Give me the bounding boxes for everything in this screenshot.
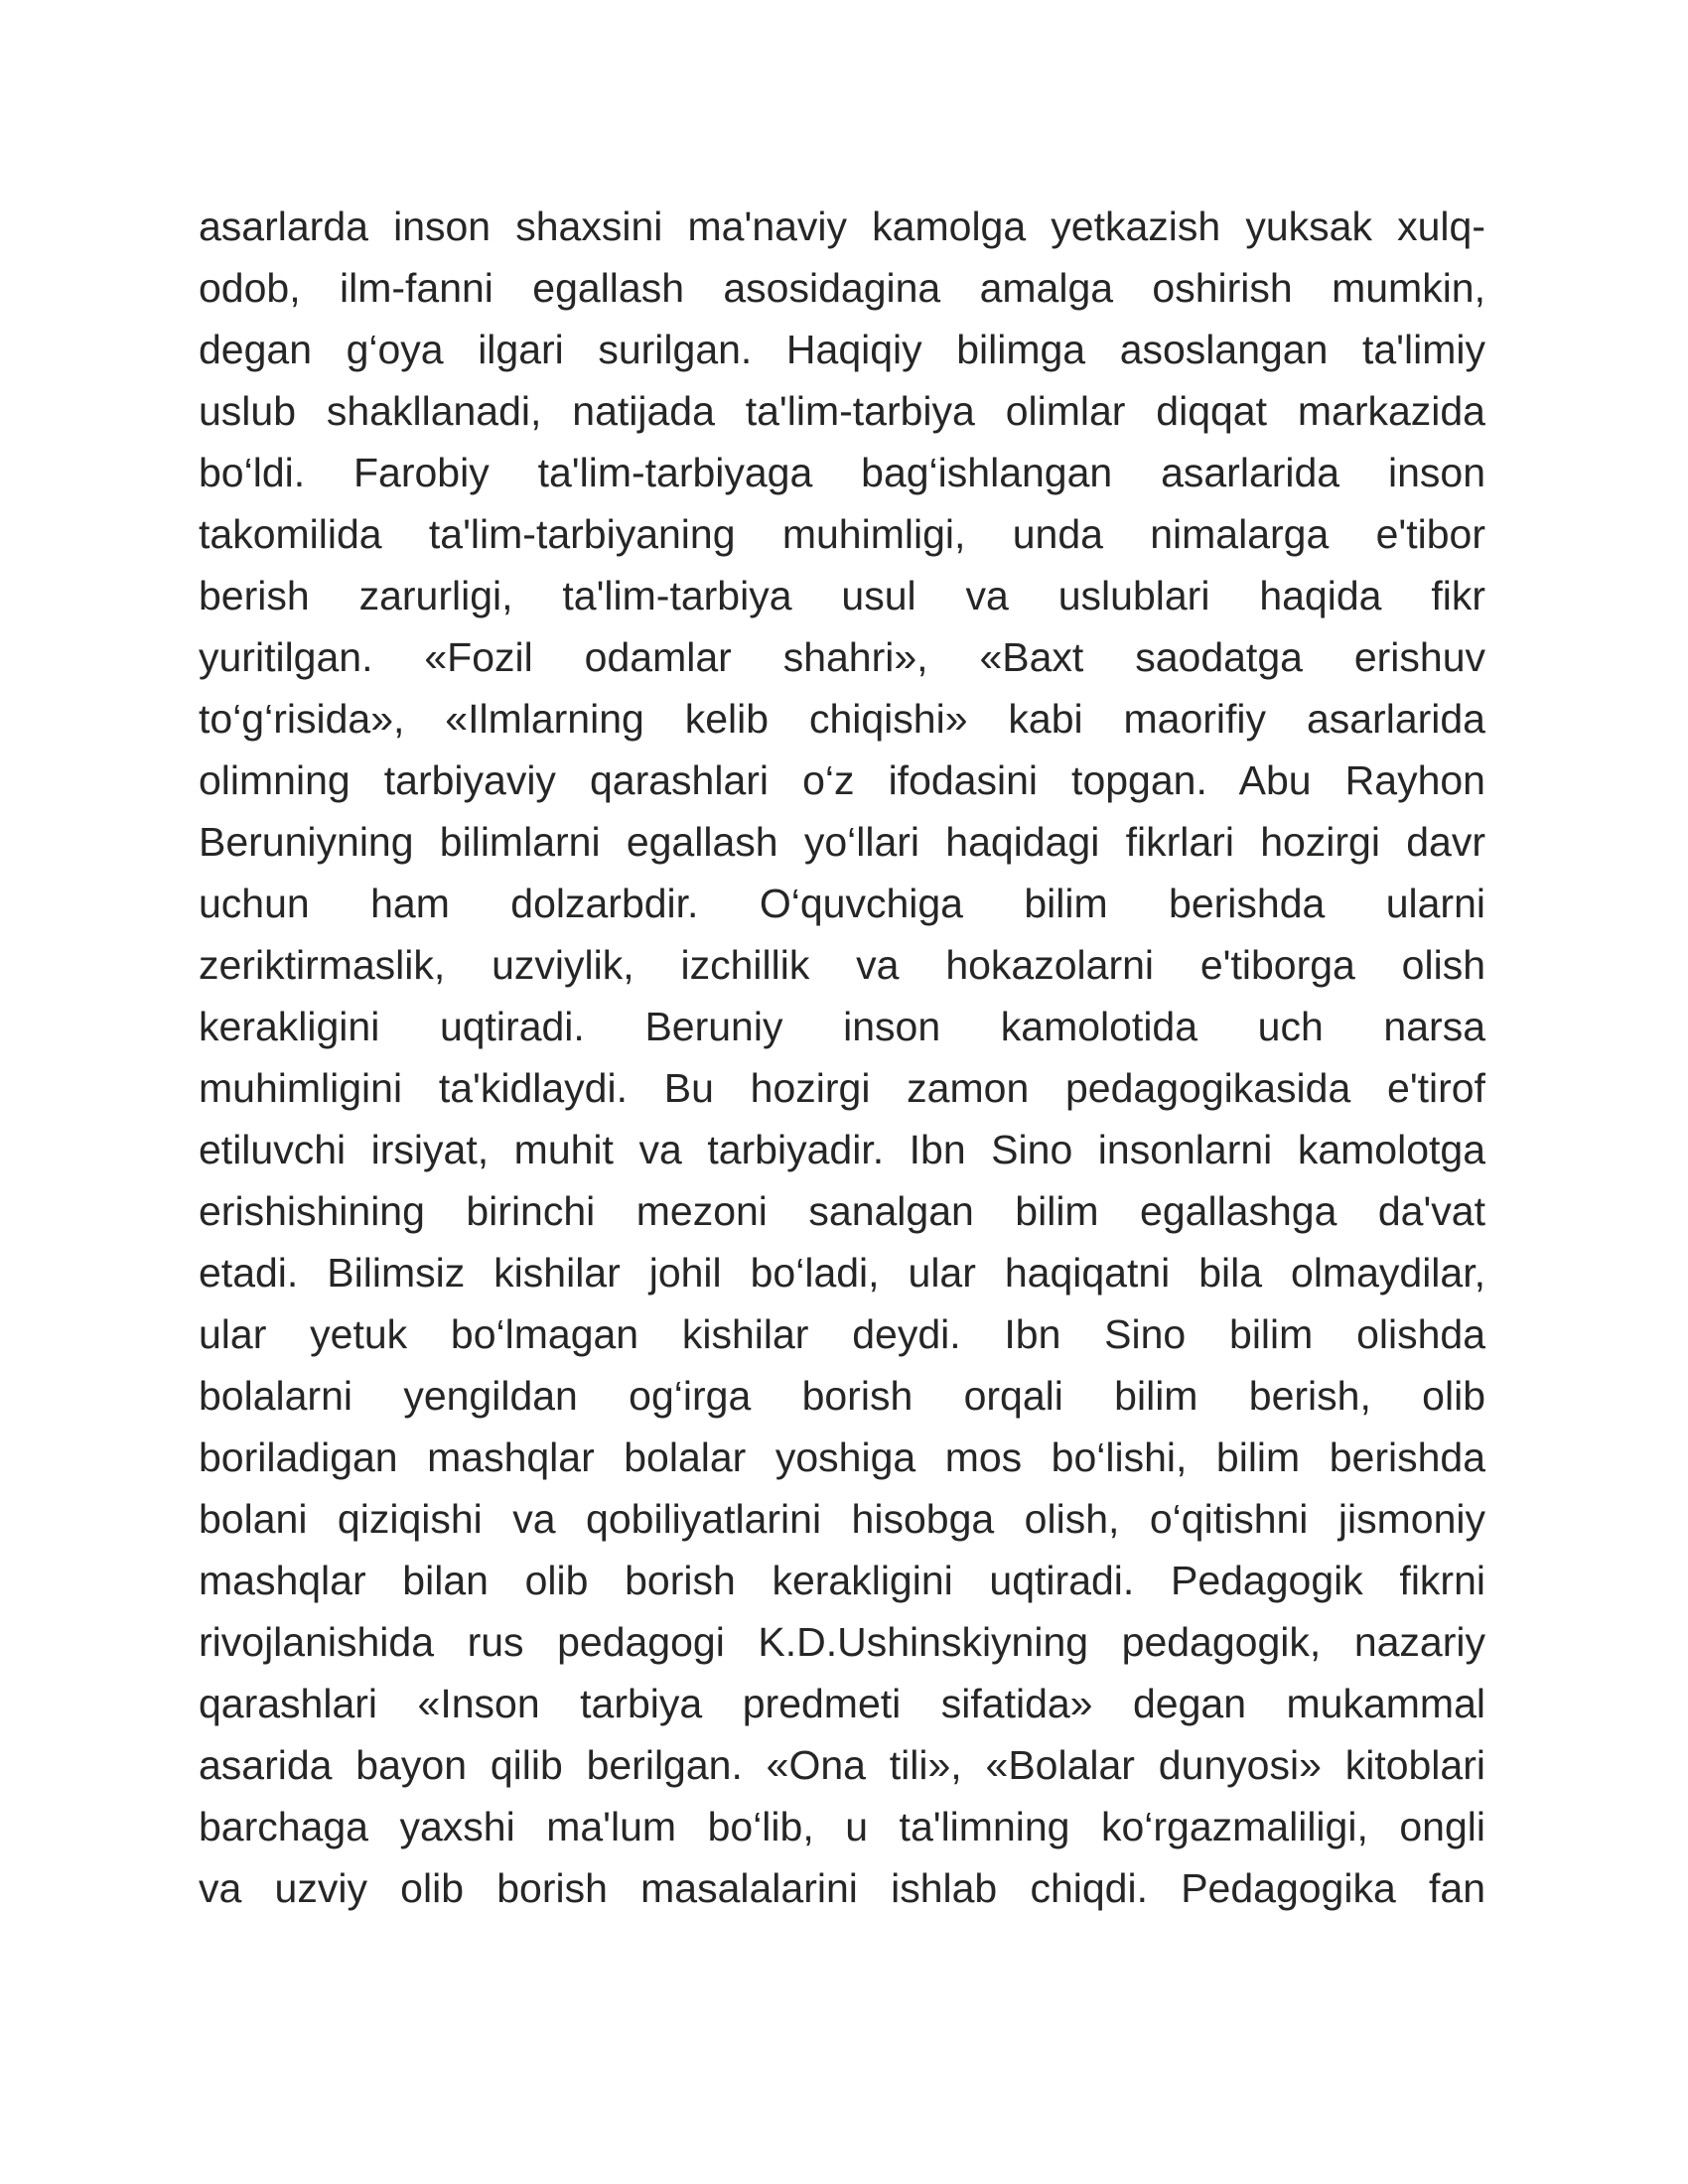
text-line: barchaga yaxshi ma'lum bo‘lib, u ta'limning ko‘rgazmaliligi, ongli (199, 1804, 1485, 1849)
text-line: asarida bayon qilib berilgan. «Ona tili», «Bolalar dunyosi» kitoblari (199, 1742, 1485, 1788)
text-line: boriladigan mashqlar bolalar yoshiga mos bo‘lishi, bilim berishda (199, 1434, 1485, 1480)
text-line: uslub shakllanadi, natijada ta'lim-tarbiya olimlar diqqat markazida (199, 388, 1485, 434)
text-line: bolalarni yengildan og‘irga borish orqali bilim berish, olib (199, 1373, 1485, 1419)
text-line: uchun ham dolzarbdir. O‘quvchiga bilim berishda ularni (199, 881, 1485, 926)
text-line: Beruniyning bilimlarni egallash yo‘llari haqidagi fikrlari hozirgi davr (199, 819, 1485, 865)
text-line: mashqlar bilan olib borish kerakligini uqtiradi. Pedagogik fikrni (199, 1558, 1485, 1603)
text-line: muhimligini ta'kidlaydi. Bu hozirgi zamon pedagogikasida e'tirof (199, 1065, 1485, 1111)
text-line: degan g‘oya ilgari surilgan. Haqiqiy bilimga asoslangan ta'limiy (199, 327, 1485, 372)
text-line: rivojlanishida rus pedagogi K.D.Ushinskiyning pedagogik, nazariy (199, 1619, 1485, 1665)
body-paragraph (199, 196, 1485, 1919)
text-line: qarashlari «Inson tarbiya predmeti sifatida» degan mukammal (199, 1681, 1485, 1726)
text-line: bo‘ldi. Farobiy ta'lim-tarbiyaga bag‘ishlangan asarlarida inson (199, 450, 1485, 495)
text-line: erishishining birinchi mezoni sanalgan bilim egallashga da'vat (199, 1188, 1485, 1234)
text-line: takomilida ta'lim-tarbiyaning muhimligi, unda nimalarga e'tibor (199, 511, 1485, 557)
text-line: berish zarurligi, ta'lim-tarbiya usul va uslublari haqida fikr (199, 573, 1485, 618)
text-line: etadi. Bilimsiz kishilar johil bo‘ladi, ular haqiqatni bila olmaydilar, (199, 1250, 1485, 1296)
text-line: zeriktirmaslik, uzviylik, izchillik va hokazolarni e'tiborga olish (199, 942, 1485, 988)
text-line: va uzviy olib borish masalalarini ishlab chiqdi. Pedagogika fan (199, 1865, 1485, 1911)
text-line: ular yetuk bo‘lmagan kishilar deydi. Ibn Sino bilim olishda (199, 1311, 1485, 1357)
text-line: odob, ilm-fanni egallash asosidagina amalga oshirish mumkin, (199, 265, 1485, 311)
text-line: etiluvchi irsiyat, muhit va tarbiyadir. Ibn Sino insonlarni kamolotga (199, 1127, 1485, 1172)
text-line: to‘g‘risida», «Ilmlarning kelib chiqishi» kabi maorifiy asarlarida (199, 696, 1485, 742)
text-line: bolani qiziqishi va qobiliyatlarini hisobga olish, o‘qitishni jismoniy (199, 1496, 1485, 1542)
text-line: olimning tarbiyaviy qarashlari o‘z ifodasini topgan. Abu Rayhon (199, 757, 1485, 803)
text-line: kerakligini uqtiradi. Beruniy inson kamolotida uch narsa (199, 1004, 1485, 1049)
text-line: asarlarda inson shaxsini ma'naviy kamolga yetkazish yuksak xulq- (199, 204, 1485, 249)
text-line: yuritilgan. «Fozil odamlar shahri», «Baxt saodatga erishuv (199, 634, 1485, 680)
